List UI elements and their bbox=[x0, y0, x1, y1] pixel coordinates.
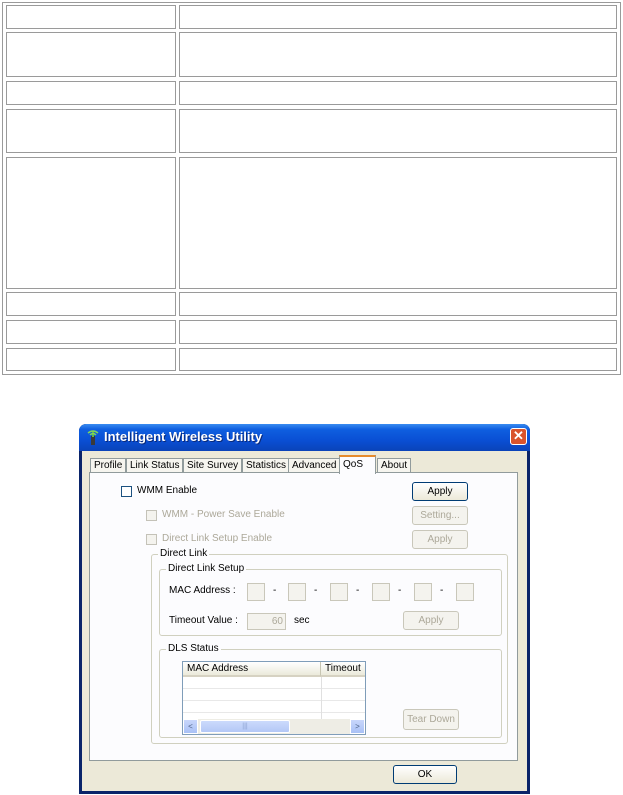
direct-link-setup-group bbox=[159, 563, 502, 636]
mac-separator: - bbox=[398, 585, 402, 596]
tab-statistics[interactable] bbox=[242, 458, 290, 473]
table-cell bbox=[6, 5, 176, 29]
table-cell bbox=[6, 348, 176, 371]
direct-link-group-title: Direct Link bbox=[160, 548, 208, 559]
horizontal-scrollbar[interactable] bbox=[183, 719, 365, 734]
dls-status-group bbox=[159, 643, 502, 738]
mac-octet-5-input[interactable] bbox=[414, 583, 432, 601]
wireless-app-icon bbox=[86, 430, 100, 445]
tab-site-survey[interactable] bbox=[183, 458, 242, 473]
mac-separator: - bbox=[356, 585, 360, 596]
direct-link-group bbox=[151, 548, 508, 744]
mac-octet-2-input[interactable] bbox=[288, 583, 306, 601]
wmm-apply-button[interactable] bbox=[412, 482, 468, 501]
mac-octet-1-input[interactable] bbox=[247, 583, 265, 601]
button-label: Apply bbox=[427, 534, 453, 545]
wmm-enable-label: WMM Enable bbox=[137, 485, 198, 496]
table-cell bbox=[179, 109, 617, 153]
tab-profile[interactable] bbox=[90, 458, 126, 473]
window-title: Intelligent Wireless Utility bbox=[104, 429, 263, 444]
mac-separator: - bbox=[314, 585, 318, 596]
close-icon: ✕ bbox=[513, 428, 524, 443]
ok-button[interactable] bbox=[393, 765, 457, 784]
list-row[interactable] bbox=[183, 677, 365, 689]
button-label: Setting... bbox=[420, 510, 460, 521]
wmm-power-save-label: WMM - Power Save Enable bbox=[162, 509, 285, 520]
direct-link-setup-title: Direct Link Setup bbox=[168, 563, 245, 574]
column-divider bbox=[321, 677, 322, 719]
table-cell bbox=[179, 81, 617, 105]
wmm-power-save-checkbox[interactable] bbox=[146, 510, 157, 521]
direct-link-setup-enable-checkbox[interactable] bbox=[146, 534, 157, 545]
dls-status-list[interactable] bbox=[182, 661, 366, 735]
table-cell bbox=[6, 320, 176, 344]
wireless-utility-window bbox=[79, 424, 530, 794]
tab-about[interactable] bbox=[377, 458, 411, 473]
mac-octet-6-input[interactable] bbox=[456, 583, 474, 601]
title-bar[interactable] bbox=[79, 424, 530, 451]
tab-label: Advanced bbox=[292, 460, 337, 471]
document-table bbox=[2, 2, 621, 375]
direct-link-setup-enable-label: Direct Link Setup Enable bbox=[162, 533, 273, 544]
tear-down-button[interactable] bbox=[403, 709, 459, 730]
direct-link-apply-button[interactable] bbox=[412, 530, 468, 549]
chevron-left-icon: < bbox=[188, 722, 193, 731]
mac-separator: - bbox=[273, 585, 277, 596]
tab-label: QoS bbox=[343, 459, 364, 470]
chevron-right-icon: > bbox=[355, 722, 360, 731]
table-cell bbox=[6, 109, 176, 153]
table-cell bbox=[179, 292, 617, 316]
mac-octet-4-input[interactable] bbox=[372, 583, 390, 601]
setup-apply-button[interactable] bbox=[403, 611, 459, 630]
table-cell bbox=[6, 292, 176, 316]
scroll-left-button[interactable] bbox=[183, 719, 198, 734]
tab-label: Statistics bbox=[246, 460, 287, 471]
list-row[interactable] bbox=[183, 689, 365, 701]
tab-label: About bbox=[381, 460, 408, 471]
column-header-timeout[interactable]: Timeout bbox=[321, 662, 366, 677]
table-cell bbox=[179, 5, 617, 29]
tab-label: Profile bbox=[94, 460, 123, 471]
button-label: OK bbox=[417, 769, 433, 780]
qos-tab-panel bbox=[89, 472, 518, 761]
table-cell bbox=[6, 157, 176, 289]
mac-address-label: MAC Address : bbox=[169, 585, 236, 596]
close-button[interactable] bbox=[510, 428, 527, 445]
mac-separator: - bbox=[440, 585, 444, 596]
dialog-client-area bbox=[82, 451, 527, 791]
button-label: Tear Down bbox=[407, 714, 455, 725]
table-cell bbox=[179, 32, 617, 77]
tab-label: Link Status bbox=[130, 460, 180, 471]
list-row[interactable] bbox=[183, 701, 365, 713]
timeout-value-input[interactable]: 60 bbox=[247, 613, 286, 630]
tab-advanced[interactable] bbox=[288, 458, 340, 473]
grip-icon: ||| bbox=[242, 723, 248, 730]
scroll-thumb[interactable] bbox=[200, 720, 290, 733]
column-header-mac-address[interactable]: MAC Address bbox=[183, 662, 321, 677]
dls-status-title: DLS Status bbox=[168, 643, 219, 654]
timeout-unit-label: sec bbox=[294, 615, 310, 626]
wmm-enable-checkbox[interactable] bbox=[121, 486, 132, 497]
button-label: Apply bbox=[427, 486, 453, 497]
scroll-right-button[interactable] bbox=[350, 719, 365, 734]
timeout-value-label: Timeout Value : bbox=[169, 615, 238, 626]
table-cell bbox=[179, 157, 617, 289]
table-cell bbox=[6, 32, 176, 77]
tab-link-status[interactable] bbox=[126, 458, 183, 473]
tab-qos[interactable] bbox=[339, 455, 376, 474]
table-cell bbox=[6, 81, 176, 105]
button-label: Apply bbox=[418, 615, 444, 626]
mac-octet-3-input[interactable] bbox=[330, 583, 348, 601]
tab-label: Site Survey bbox=[187, 460, 239, 471]
power-save-setting-button[interactable] bbox=[412, 506, 468, 525]
table-cell bbox=[179, 348, 617, 371]
table-cell bbox=[179, 320, 617, 344]
